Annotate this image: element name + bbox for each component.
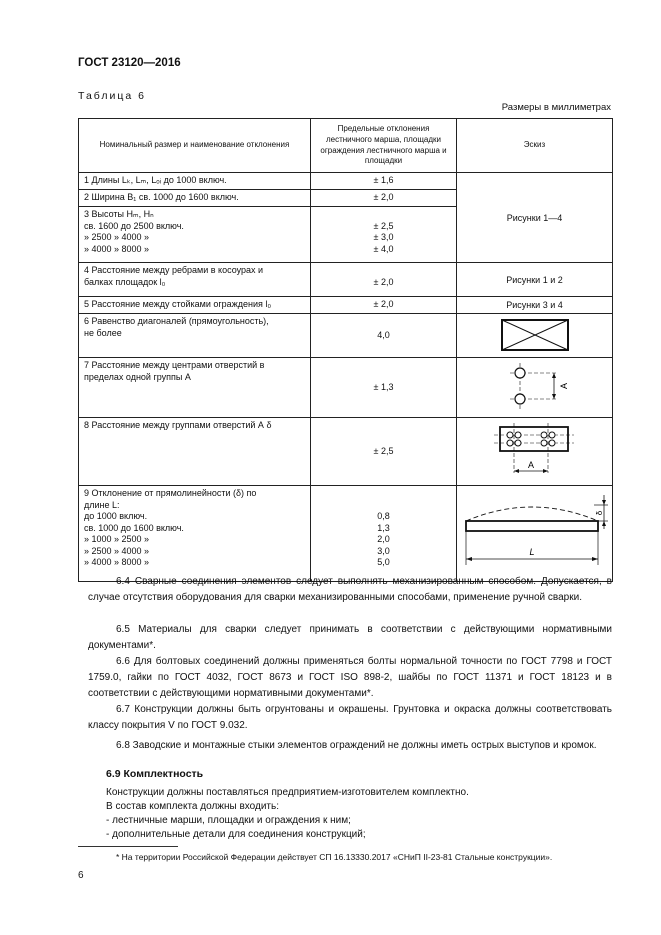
footnote-divider [78, 846, 178, 847]
sketch8-a-label: А [527, 459, 534, 470]
paragraph-6-6: 6.6 Для болтовых соединений должны применяться болты нормальной точности по ГОСТ 7798 и ГОСТ 1759.0, гайки по ГОСТ 4032, ГОСТ 8673 и ГОСТ ISO 898-2, шайбы по ГОСТ 11371 и ГОСТ 18123 и в соответствии с действующими нормативными документами*. [88, 656, 612, 699]
sketch9-delta-label: δ [595, 510, 604, 515]
diagonal-rectangle-sketch [501, 319, 569, 351]
sketch-ref-4: Рисунки 1 и 2 [457, 263, 613, 297]
header-name: Номинальный размер и наименование отклонения [79, 119, 311, 173]
list-item-2: - дополнительные детали для соединения конструкций; [106, 829, 366, 840]
section-heading-6-9: 6.9 Комплектность [106, 768, 204, 780]
header-tolerance: Предельные отклонения лестничного марша, площадки ограждения лестничного марша и площадки [311, 119, 457, 173]
hole-groups-sketch [490, 423, 580, 479]
table-caption: Таблица 6 [78, 90, 146, 102]
sketch9-l-label: L [529, 546, 535, 557]
paragraph-6-7: 6.7 Конструкции должны быть огрунтованы и окрашены. Грунтовка и окраска должны соответствовать классу покрытия V по ГОСТ 9.032. [88, 704, 612, 731]
sketch-7-holes [457, 358, 613, 418]
row-1-name: 1 Длины Lₖ, Lₘ, Lₒᵢ до 1000 включ. [79, 173, 311, 190]
row-5-name: 5 Расстояние между стойками ограждения l₀ [79, 297, 311, 314]
paragraph-6-9-b: В состав комплекта должны входить: [106, 801, 279, 812]
row-4-name: 4 Расстояние между ребрами в косоурах и балках площадок l₀ [79, 263, 311, 297]
list-item-1: - лестничные марши, площадки и ограждения к ним; [106, 815, 351, 826]
units-note: Размеры в миллиметрах [501, 102, 611, 113]
paragraph-6-5: 6.5 Материалы для сварки следует принимать в соответствии с действующими нормативными документами*. [88, 624, 612, 651]
sketch-9-straightness [457, 486, 613, 582]
sketch-6-diagonals [457, 314, 613, 358]
row-8-tol: ± 2,5 [311, 418, 457, 486]
paragraph-6-9-a: Конструкции должны поставляться предприятием-изготовителем комплектно. [106, 787, 469, 798]
row-3-tol: ± 2,5 ± 3,0 ± 4,0 [311, 207, 457, 263]
tolerance-table [78, 118, 613, 582]
row-7-tol: ± 1,3 [311, 358, 457, 418]
straightness-sketch [462, 493, 612, 573]
hole-group-sketch [500, 361, 570, 413]
row-1-tol: ± 1,6 [311, 173, 457, 190]
row-7-name: 7 Расстояние между центрами отверстий в пределах одной группы А [79, 358, 311, 418]
page-number: 6 [78, 870, 84, 881]
row-4-tol: ± 2,0 [311, 263, 457, 297]
standard-title: ГОСТ 23120—2016 [78, 57, 181, 69]
row-3-name: 3 Высоты Hₘ, Hₙ св. 1600 до 2500 включ. » 2500 » 4000 » » 4000 » 8000 » [79, 207, 311, 263]
row-5-tol: ± 2,0 [311, 297, 457, 314]
paragraph-6-4: 6.4 Сварные соединения элементов следует выполнять механизированным способом. Допускается, в случае отсутствия оборудования для сварки механизированными способами, применение ручной сварки. [88, 576, 612, 603]
row-9-tol: 0,8 1,3 2,0 3,0 5,0 [311, 486, 457, 582]
row-2-tol: ± 2,0 [311, 190, 457, 207]
sketch-ref-1-3: Рисунки 1—4 [457, 173, 613, 263]
row-9-name: 9 Отклонение от прямолинейности (δ) по длине L: до 1000 включ. св. 1000 до 1600 включ. » 1000 » 2500 » » 2500 » 4000 » » 4000 » 8000 » [79, 486, 311, 582]
paragraph-6-8: 6.8 Заводские и монтажные стыки элементов ограждений не должны иметь острых выступов и кромок. [116, 740, 597, 751]
footnote: * На территории Российской Федерации действует СП 16.13330.2017 «СНиП II-23-81 Стальные конструкции». [116, 852, 553, 862]
row-6-name: 6 Равенство диагоналей (прямоугольность), не более [79, 314, 311, 358]
row-8-name: 8 Расстояние между группами отверстий А δ [79, 418, 311, 486]
sketch-ref-5: Рисунки 3 и 4 [457, 297, 613, 314]
row-2-name: 2 Ширина B₁ св. 1000 до 1600 включ. [79, 190, 311, 207]
sketch7-a-label: А [558, 382, 569, 389]
header-sketch: Эскиз [457, 119, 613, 173]
sketch-8-hole-groups [457, 418, 613, 486]
row-6-tol: 4,0 [311, 314, 457, 358]
